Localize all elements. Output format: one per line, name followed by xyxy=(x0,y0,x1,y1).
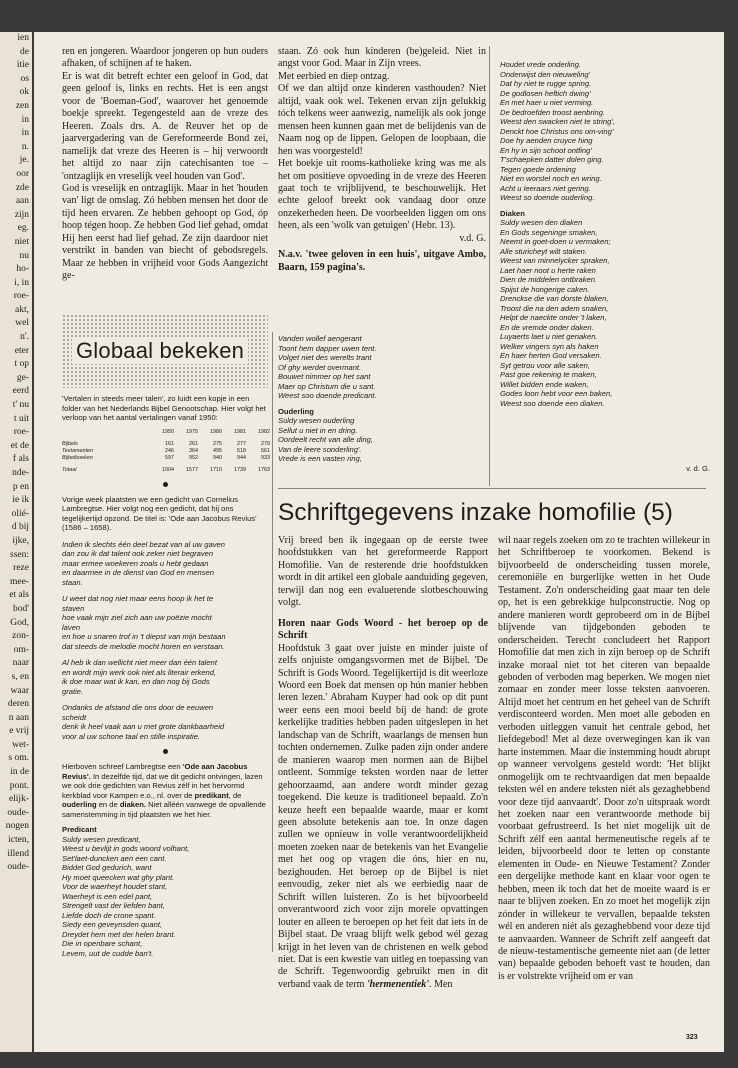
poem-line: Dien de middelen ontbraken. xyxy=(500,275,598,284)
poem-line: Die in openbare schant, xyxy=(62,939,143,948)
article-paragraph-2: Hoofdstuk 3 gaat over juiste en minder juiste of zelfs onjuiste omgangsvormen met de Bijbel. 'De Schrift is Gods Woord. Tegelijkertijd is dit weerloze Woord een Boek dat mensen op hún manier hebben leren lezen.' Abraham Kuyper had ook op dit punt weer eens een mooi beeld bij de hand: de grote kerkelijke tradities hebben paden uitgeslepen in het landschap van de Schrift, waarlangs de mensen hun tochten ondernemen. Zulke paden zijn onder andere de manieren waarop men normen aan de Bijbel ontleent. Sommige teksten worden naar de letter gehoorzaamd, aan andere wordt minder gezag toegekend. Die keuze is traditioneel bepaald. Zo'n keuze heeft een bepaalde waarde, maar er komt geen absolute betekenis aan toe. In onze dagen zullen we opnieuw in volle verantwoordelijkheid moeten zoeken naar de betekenis van het Evangelie met het oog op vragen die óns, hier en nu, bezighouden. Het beroep op de Bijbel is niet eenvoudig, zeker niet als we eerbiedig naar de Schrift willen luisteren. Zo is het bijvoorbeeld onverantwoord zich voor zijn morele opvattingen louter en alleen te beroepen op het feit dat iets in de Bijbel staat. De vraag blijft welk gebod wél gezag krijgt in het leven van de christenen en welk gebod niet. Dat is een kwestie van uitleg en toepassing van de Schrift. Tegenwoordig gebruikt men in dit verband vaak de term 'hermenentiek'. Men xyxy=(278,642,488,990)
table-row xyxy=(62,448,270,455)
poem-line: Tegen goede ordening xyxy=(500,164,576,174)
poem-line: Vrede is een vasten ring, xyxy=(278,454,362,463)
poem-line: gratie. xyxy=(62,686,84,696)
poem-line: Vanden wollef aengerant xyxy=(278,334,362,343)
margin-fragment: elijk- xyxy=(8,794,29,805)
margin-fragment: zijn xyxy=(14,209,29,220)
table-cell: 1763 xyxy=(258,466,270,473)
globaal-paragraph-2: Vorige week plaatsten we een gedicht van Cornelius Lambregtse. Hier volgt nog een gedicht, dat hij ons tegelijkertijd opzond. De titel is: 'Ode aan Jacobus Revius' (1586 – 1658). xyxy=(62,494,257,532)
margin-fragment: eter xyxy=(14,345,29,356)
middle-poems xyxy=(278,334,486,464)
poem-line: Liefde doch de crone spant. xyxy=(62,910,156,920)
poem-line: Indien ik slechts één deel bezat van al uw gaven xyxy=(62,539,225,549)
table-cell: 279 xyxy=(261,440,270,447)
poem-line: hoe vaak mijn ziel zich aan uw poëzie mocht xyxy=(62,613,212,622)
poem-line: en hoe u snaren trof in 't diepst van mijn bestaan xyxy=(62,632,226,641)
margin-fragment: waar xyxy=(10,685,29,696)
table-header-cell: 1981 xyxy=(234,428,246,435)
margin-fragment: ie ik xyxy=(12,495,29,506)
margin-fragment: d bij xyxy=(11,522,29,533)
margin-fragment: zde xyxy=(15,182,29,193)
poem-stanza xyxy=(62,703,268,741)
poem-line: Syt getrou voor alle saken, xyxy=(500,360,590,370)
poem-line: Bouwet nimmer op het sant xyxy=(278,372,371,381)
table-cell: 518 xyxy=(237,447,246,454)
margin-fragment: illend xyxy=(7,848,29,859)
table-row-label: Bijbels xyxy=(62,440,78,447)
margin-fragment: ge- xyxy=(16,372,29,383)
globaal-bekeken-body xyxy=(62,394,268,958)
poem-line: Hy moet queecken wat ghy plant. xyxy=(62,872,175,882)
poem-line: Sellut u niet in en dring. xyxy=(278,425,358,435)
margin-fragment: niet xyxy=(14,236,29,247)
margin-fragment: zon- xyxy=(12,631,29,642)
poem-line: En Gods segeninge smaken, xyxy=(500,227,598,237)
col1-paragraph-2: Er is wat dit betreft echter een geloof in God, dat geen geloof is, links en rechts. Het is een angst voor de 'Boeman-God', waarover het genoemde boekje spreekt. Tegengesteld aan de vreze des Heeren. Zoals drs. A. de Reuver het op de jaarvergadering van de Gereformeerde Bond zei, namelijk dat vreze des Heeren is – hij verwoordt het altijd zo naar zijn catechisanten toe – 'ontzaglijk en vreselijk veel houden van God'. xyxy=(62,70,268,182)
table-cell: 275 xyxy=(213,440,222,447)
poem-line: Denckt hoe Christus ons om-ving' xyxy=(500,126,614,136)
globaal-bekeken-title: Globaal bekeken xyxy=(72,338,248,364)
margin-fragment: roe- xyxy=(13,291,29,302)
magazine-page xyxy=(34,32,724,1052)
table-total-row xyxy=(62,467,270,474)
table-cell: 277 xyxy=(237,440,246,447)
margin-fragment: itie xyxy=(16,60,29,71)
margin-fragment: olié- xyxy=(11,508,29,519)
margin-fragment: s om. xyxy=(8,753,29,764)
column-rule xyxy=(272,332,273,952)
margin-fragment: t' nu xyxy=(12,400,29,411)
right-poems xyxy=(500,60,710,408)
poem-line: Doe hy aenden cruyce hing xyxy=(500,136,593,145)
table-cell: 952 xyxy=(189,454,198,461)
margin-fragment: ho- xyxy=(16,264,29,275)
margin-fragment: mee- xyxy=(10,576,29,587)
poem-line: Levem, uut de cudde ban't. xyxy=(62,948,154,958)
poem-line: Godes loon hebt voor een baken, xyxy=(500,389,613,398)
margin-fragment: et de xyxy=(10,440,29,451)
poem-line: Suldy wesen den diaken xyxy=(500,218,583,227)
poem-line: Dreydet hem met der helen brant. xyxy=(62,929,176,939)
poem-line: Of ghy werdet overmant. xyxy=(278,362,362,372)
poem-line: U weet dat nog niet maar eens hoop ik het te xyxy=(62,594,214,603)
table-cell: 597 xyxy=(165,454,174,461)
book-info: N.a.v. 'twee geloven in een huis', uitgave Ambo, Baarn, 159 pagina's. xyxy=(278,249,486,273)
poem-line: Welker vingers syn als haken xyxy=(500,341,599,351)
table-header-cell: 1975 xyxy=(186,428,198,435)
margin-fragment: reze xyxy=(13,563,29,574)
poem-line: Onderwijst den nieuweling' xyxy=(500,69,591,79)
predikant-poem-continued xyxy=(278,334,486,401)
globaal-paragraph-3: Hierboven schreef Lambregtse een 'Ode aan Jacobus Revius'. In dezelfde tijd, dat we dit gedicht ontvingen, lazen we ook drie gedichten van Revius zélf in het hervormd kerkblad voor Kampen e.o., nl. over de predikant, de ouderling en de diaken. Niet alléén vanwege de opvallende samenstemming in tijd plaatsten we het hier. xyxy=(62,762,266,819)
right-signature: v. d. G. xyxy=(686,464,710,473)
section-rule xyxy=(278,488,706,489)
poem-line: dat steeds de melodie mocht horen en verstaan. xyxy=(62,641,225,651)
poem-line: Weest soo doende een diaken. xyxy=(500,398,605,408)
poem-line: en wordt mijn werk ook niet als literair erkend, xyxy=(62,667,217,677)
article-column-2-text: wil naar regels zoeken om zo te trachten willekeur in het Schriftberoep te voorkomen. Bekend is bijvoorbeeld de onderscheiding tussen morele, ceremoniële en burgerlijke wetten in het Oude Testament. Zo'n onderscheiding gaat maar ten dele op, het is een gebrekkige hulpconstructie. Nog op andere manieren wordt geprobeerd om in de Bijbel blijvende van tijdgebonden geboden te onderscheiden. Terecht concludeert het Rapport Homofilie dat men zich in zijn beroep op de Schrift inzake moraal niet tot het citeren van bepaalde geboden of verboden mag beperken. We mogen niet zomaar en zonder meer losse teksten aanvoeren. Altijd moet het centrum en het geheel van de Schrift verdisconteerd worden. Men moet alle geboden en verboden uitleggen vanuit het centrale gebod, het liefdegebod! Met al deze overwegingen kan ik van harte instemmen. Maar die instemming houdt abrupt op wanneer vervolgens gesteld wordt: 'Het blijkt onmogelijk om te rechtvaardigen dat men bepaalde teksten wél en andere teksten niét als gezaghebbend voor deze tijd aanvaardt'. Door zo'n uitspraak wordt het zoeken naar een verantwoorde methode bij voorbaat gefrustreerd. Is het niet mogelijk uit de Schrift zélf een aantal hermeneutische regels af te leiden, bijvoorbeeld door te letten op constante elementen in Oude- en Nieuwe Testament? Zonder een dergelijke methode kant en klaar voor ogen te hebben, meen ik toch dat het de moeite waard is er naar te blijven zoeken. En zo moet het mogelijk zijn zónder in willekeur te vervallen, bepaalde teksten wél en anderen niét als gezaghebbend voor deze tijd te aanvaarden. Wanneer de Schrift zelf aangeeft dat de nieuw-testamentische gemeente niet aan (de letter van) bepaalde geboden behoeft vast te houden, dan is er volstrekte vrijheid om er van xyxy=(498,535,710,982)
col1-paragraph-3: God is vreselijk en ontzaglijk. Maar in het 'houden van' ligt de omslag. Zó hebben mensen het door de tijd heen ervaren. Ze hebben gehoopt op God, óp hoop tégen hoop. Ze hebben God lief gehad, omdat Hij hen eerst had lief gehad. Ze zijn daardoor niet verstrikt in banden van biecht of gebodsregels. Maar ze hebben in vrijheid voor Gods Aangezicht ge- xyxy=(62,182,268,282)
poem-line: Acht u leeraars niet gering. xyxy=(500,183,591,193)
margin-fragment: et als xyxy=(9,590,29,601)
table-cell: 246 xyxy=(165,447,174,454)
margin-fragment: zen xyxy=(15,100,29,111)
predikant-poem xyxy=(62,835,268,959)
column-2-top-text xyxy=(278,46,486,274)
margin-fragment: om- xyxy=(13,644,29,655)
poem-line: Past goe rekening te maken, xyxy=(500,370,597,379)
margin-fragment: in de xyxy=(10,767,29,778)
margin-fragment: wel xyxy=(15,318,29,329)
poem-line: Volget niet des werelts trant xyxy=(278,353,372,362)
margin-fragment: nde- xyxy=(12,468,29,478)
margin-fragment: s, en xyxy=(11,671,29,682)
poem-line: Siedy een geveynsden quant, xyxy=(62,920,163,929)
margin-fragment: i, in xyxy=(14,277,29,288)
margin-fragment: n'. xyxy=(20,332,29,343)
poem-line: Drenckse die van dorste blaken, xyxy=(500,294,609,303)
ouderling-heading: Ouderling xyxy=(278,406,314,416)
poem-line: Weest soo doende predicant. xyxy=(278,391,377,400)
poem-line: Set'laet-duncken aen een cant. xyxy=(62,853,167,863)
poem-line: Biddet God gedurich, want xyxy=(62,863,152,872)
poem-line: Houdet vrede onderling. xyxy=(500,60,582,69)
col2-paragraph-2: Met eerbied en diep ontzag. xyxy=(278,70,390,82)
margin-fragment: bod' xyxy=(13,603,29,614)
table-cell: 940 xyxy=(213,454,222,461)
table-row-label: Bijbelboeken xyxy=(62,454,93,461)
poem-line: Strengelt vast der liefden bant, xyxy=(62,901,166,910)
margin-fragment: os xyxy=(20,73,29,84)
table-cell: 364 xyxy=(189,447,198,454)
poem-line: En met haer u niet verming. xyxy=(500,98,594,107)
poem-line: en daarmee in de dienst van God en mensen xyxy=(62,568,214,577)
poem-line: Waerheyt is een edel pant, xyxy=(62,891,153,901)
poem-line: Alle sturicheyt wilt staken. xyxy=(500,246,587,256)
poem-line: maar ermee woekeren zoals u hebt gedaan xyxy=(62,558,209,568)
poem-line: En hy in sijn schoot ontfing' xyxy=(500,145,592,155)
poem-line: Ondanks de afstand die ons door de eeuwen xyxy=(62,703,214,712)
table-cell: 1004 xyxy=(162,466,174,473)
table-cell: 1577 xyxy=(186,466,198,473)
margin-fragment: roe- xyxy=(13,427,29,438)
ode-poem xyxy=(62,540,268,742)
ouderling-poem xyxy=(278,416,486,464)
poem-line: Weest so doende ouderling. xyxy=(500,193,595,202)
col2-paragraph-4: Het boekje uit rooms-katholieke kring was me als het om positieve opvoeding in de vreze des Heeren gaat toch te vrijblijvend, te beschouwelijk. Het echte geloof breekt ook vandaag door onze onzekerheden heen. De voorbeelden liggen om ons heen, als een 'wolk van getuigen' (Hebr. 13). xyxy=(278,158,486,232)
margin-fragment: de xyxy=(20,46,29,57)
poem-line: Dat hy niet te rugge spring. xyxy=(500,79,592,88)
column-rule-right xyxy=(489,46,490,486)
page-number: 323 xyxy=(686,1034,698,1041)
table-cell: 1739 xyxy=(234,466,246,473)
poem-line: Van de leere sonderling'. xyxy=(278,444,362,454)
column-1-top-text xyxy=(62,46,268,283)
margin-fragment: naar xyxy=(12,658,29,669)
margin-fragment: t uit xyxy=(13,413,29,424)
poem-line: staan. xyxy=(62,577,83,587)
poem-line: Helpt de naeckte onder 't laken, xyxy=(500,313,607,322)
poem-stanza xyxy=(62,658,268,696)
margin-fragment: in xyxy=(21,114,29,125)
table-row xyxy=(62,455,270,462)
article-column-1 xyxy=(278,535,488,991)
article-subheading: Horen naar Gods Woord - het beroep op de Schrift xyxy=(278,617,488,642)
margin-fragment: icten, xyxy=(8,835,29,846)
poem-line: Niet en worstel noch en wring. xyxy=(500,174,602,183)
margin-fragment: t op xyxy=(14,359,29,370)
table-row xyxy=(62,441,270,448)
poem-line: De godlosen heftich dwing' xyxy=(500,88,591,98)
margin-fragment: f als xyxy=(12,454,29,465)
poem-line: En de vremde onder daken. xyxy=(500,322,594,332)
separator-bullet xyxy=(163,482,168,487)
diaken-poem xyxy=(500,218,710,408)
margin-fragment: n. xyxy=(21,141,29,152)
table-header-cell: 1950 xyxy=(162,428,174,435)
poem-line: En haer herten God versaken. xyxy=(500,351,602,360)
table-header-cell: 1980 xyxy=(210,428,222,435)
margin-fragment: ijke, xyxy=(12,535,29,546)
margin-fragment: je. xyxy=(19,155,29,166)
margin-fragment: ssen: xyxy=(10,549,29,560)
margin-fragment: eg. xyxy=(17,223,29,234)
table-cell: 261 xyxy=(189,440,198,447)
translations-table xyxy=(62,429,270,474)
globaal-bekeken-banner xyxy=(62,314,268,388)
margin-fragment: p en xyxy=(12,481,29,492)
poem-line: Suldy wesen predicant, xyxy=(62,834,141,844)
margin-fragment: God, xyxy=(10,617,29,628)
separator-bullet xyxy=(163,749,168,754)
col1-paragraph-1: ren en jongeren. Waardoor jongeren op hun ouders afhaken, of schijnen af te haken. xyxy=(62,46,268,70)
poem-line: Toont hem dapper uwen tent. xyxy=(278,343,377,353)
margin-fragment: wet- xyxy=(12,739,29,750)
margin-fragment: deren xyxy=(7,699,29,710)
poem-line: ik doe maar wat ik kan, en dan nog bij Gods xyxy=(62,677,210,686)
poem-line: Spijst de hongerige caken. xyxy=(500,284,590,294)
margin-fragment: n aan xyxy=(8,712,29,723)
diaken-heading: Diaken xyxy=(500,208,525,218)
poem-line: Maer op Christum die u sant. xyxy=(278,381,376,391)
poem-line: Oordeelt recht van alle ding, xyxy=(278,435,373,444)
poem-line: Weest den swacken niet te string', xyxy=(500,117,615,126)
table-cell: 561 xyxy=(261,447,270,454)
margin-fragment: oude- xyxy=(7,862,29,873)
margin-fragment: nogen xyxy=(5,821,29,832)
margin-fragment: oude- xyxy=(7,807,29,818)
margin-fragment: ien xyxy=(17,33,29,43)
margin-fragment: oor xyxy=(16,168,29,179)
table-header-cell: 1982 xyxy=(258,428,270,435)
poem-line: Laet haer noot u herte raken xyxy=(500,265,596,275)
table-row-label: Totaal xyxy=(62,466,77,473)
margin-fragment: in xyxy=(21,128,29,139)
col2-paragraph-3: Of we dan altijd onze kinderen vasthouden? Niet altijd, vaak ook wel. Tekenen ervan zijn gelukkig tóch telkens weer aanwezig, namelijk als ook jonge mensen heen kunnen gaan met de belijdenis van de Naam nog op de lippen. Gelopen de loopbaan, die hen was voorgesteld! xyxy=(278,83,486,157)
table-cell: 495 xyxy=(213,447,222,454)
poem-line: staven xyxy=(62,603,85,613)
poem-line: voor al uw schone taal en stille inspiratie. xyxy=(62,731,201,741)
table-cell: 944 xyxy=(237,454,246,461)
margin-fragment: aan xyxy=(15,196,29,207)
table-row-label: Testamenten xyxy=(62,447,93,454)
col2-paragraph-1: staan. Zó ook hun kinderen (be)geleid. Niet in angst voor God. Maar in Zijn vrees. xyxy=(278,46,486,70)
poem-line: Weest u bevlijt in gods woord volhant, xyxy=(62,844,190,853)
poem-stanza xyxy=(62,540,268,588)
margin-fragment: eerd xyxy=(12,386,29,397)
poem-line: Troost die na den adem snaken, xyxy=(500,303,609,313)
ouderling-poem-continued xyxy=(500,60,710,203)
poem-line: De bedroefden troost aenbring. xyxy=(500,107,606,117)
poem-line: dan zou ik dat talent ook zeker niet begraven xyxy=(62,549,214,558)
table-header-row xyxy=(62,429,270,436)
poem-line: Al heb ik dan wellicht niet meer dan één talent xyxy=(62,658,217,667)
poem-stanza xyxy=(62,594,268,651)
margin-fragment: nu xyxy=(19,250,29,261)
poem-line: laven xyxy=(62,622,81,632)
article-title: Schriftgegevens inzake homofilie (5) xyxy=(278,499,673,526)
poem-line: Weest van minnelycker spraken, xyxy=(500,256,610,265)
poem-line: Willet bidden ende waken, xyxy=(500,379,589,389)
margin-fragment: akt, xyxy=(15,304,29,315)
predikant-heading: Predicant xyxy=(62,825,97,834)
poem-line: scheidt xyxy=(62,712,87,722)
poem-line: Neemt in goet-doen u vermaken; xyxy=(500,237,611,246)
article-paragraph-1: Vrij breed ben ik ingegaan op de eerste twee hoofdstukken van het gereformeerde Rapport Homofilie. Van de resterende drie hoofdstukken wordt in dit artikel een globale aanduiding gegeven, terwijl dan nog een evaluerende slotbeschouwing volgt. xyxy=(278,535,488,609)
table-cell: 1710 xyxy=(210,466,222,473)
globaal-intro: 'Vertalen in steeds meer talen', zo luidt een kopje in een folder van het Nederlands Bijbel Genootschap. Hier volgt het verloop van het aantal vertalingen vanaf 1950: xyxy=(62,394,266,422)
margin-fragment: ok xyxy=(19,87,29,98)
article-column-2 xyxy=(498,535,710,983)
poem-line: Luyaerts laet u niet genaken. xyxy=(500,332,598,341)
left-page-margin-fragments xyxy=(0,32,32,1052)
poem-line: Suldy wesen ouderling xyxy=(278,416,355,425)
table-cell: 933 xyxy=(261,454,270,461)
poem-line: T'schaepken datter dolen ging. xyxy=(500,155,604,164)
table-cell: 161 xyxy=(165,440,174,447)
poem-line: Voor de waerheyt houdet stant, xyxy=(62,882,168,891)
signature: v.d. G. xyxy=(459,232,486,244)
margin-fragment: pont. xyxy=(9,780,29,791)
margin-fragment: e vrij xyxy=(9,726,29,737)
poem-line: denk ik heel vaak aan u met grote dankbaarheid xyxy=(62,722,225,731)
